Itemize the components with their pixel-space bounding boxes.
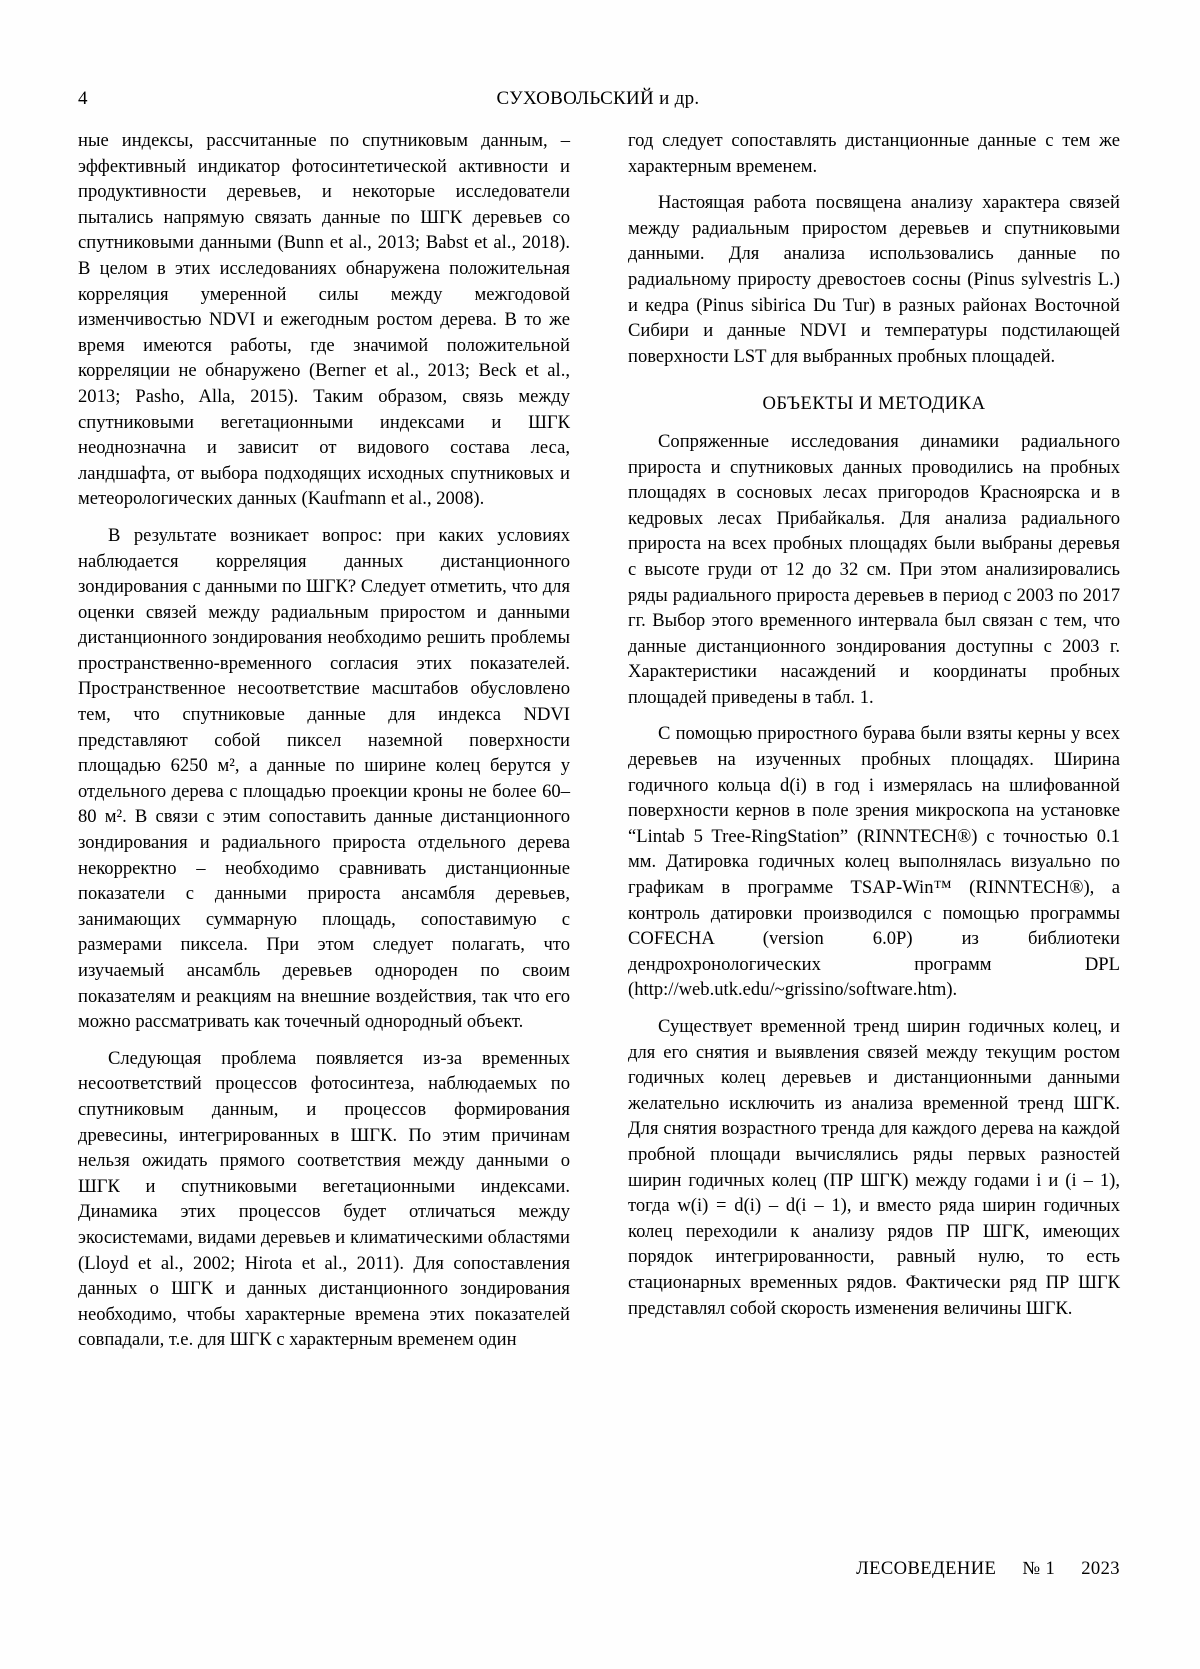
paragraph: ные индексы, рассчитанные по спутниковым данным, – эффективный индикатор фотосинтетической активности и продуктивности деревьев, и некоторые исследователи пытались напрямую связать данные по ШГК деревьев со спутниковыми данными (Bunn et al., 2013; Babst et al., 2018). В целом в этих исследованиях обнаружена положительная корреляция умеренной силы между межгодовой изменчивостью NDVI и ежегодным ростом дерева. В то же время имеются работы, где значимой положительной корреляции не обнаружено (Berner et al., 2013; Beck et al., 2013; Pasho, Alla, 2015). Таким образом, связь между спутниковыми вегетационными индексами и ШГК неоднозначна и зависит от видового состава леса, ландшафта, от выбора подходящих исходных спутниковых и метеорологических данных (Kaufmann et al., 2008). xyxy=(78,130,570,510)
paragraph: В результате возникает вопрос: при каких условиях наблюдается корреляция данных дистанционного зондирования с данными по ШГК? Следует отметить, что для оценки связей между радиальным приростом и данными дистанционного зондирования необходимо решить проблемы пространственно-временного согласия этих показателей. Пространственное несоответствие масштабов обусловлено тем, что спутниковые данные для индекса NDVI представляют собой пиксел наземной поверхности площадью 6250 м², а данные по ширине колец берутся у отдельного дерева с площадью проекции кроны не более 60–80 м². В связи с этим сопоставить данные дистанционного зондирования и радиального прироста отдельного дерева некорректно – необходимо сравнивать дистанционные показатели с данными прироста ансамбля деревьев, занимающих суммарную площадь, сопоставимую с размерами пиксела. При этом следует полагать, что изучаемый ансамбль деревьев однороден по своим показателям и реакциям на внешние воздействия, так что его можно рассматривать как точечный однородный объект. xyxy=(78,524,570,1033)
publication-year: 2023 xyxy=(1081,1558,1120,1579)
page-number: 4 xyxy=(78,88,88,109)
section-heading: ОБЪЕКТЫ И МЕТОДИКА xyxy=(762,393,986,415)
paragraph: Сопряженные исследования динамики радиального прироста и спутниковых данных проводились на пробных площадях в сосновых лесах пригородов Красноярска и в кедровых лесах Прибайкалья. Для анализа радиального прироста на всех пробных площадях были выбраны деревья с высоте груди от 12 до 32 см. При этом анализировались ряды радиального прироста деревьев в период с 2003 по 2017 гг. Выбор этого временного интервала был связан с тем, что данные дистанционного зондирования доступны с 2003 г. Характеристики насаждений и координаты пробных площадей приведены в табл. 1. xyxy=(628,430,1120,708)
page-header xyxy=(78,88,1118,112)
left-column xyxy=(78,128,570,1353)
paragraph: Настоящая работа посвящена анализу характера связей между радиальным приростом деревьев и спутниковыми данными. Для анализа использовались данные по радиальному приросту древостоев сосны (Pinus sylvestris L.) и кедра (Pinus sibirica Du Tur) в разных районах Восточной Сибири и данные NDVI и температуры подстилающей поверхности LST для выбранных пробных площадей. xyxy=(628,192,1120,367)
right-column xyxy=(628,128,1120,1321)
page-footer xyxy=(78,1558,1120,1580)
journal-name: ЛЕСОВЕДЕНИЕ xyxy=(856,1558,997,1579)
issue-number: № 1 xyxy=(1022,1558,1056,1579)
paragraph: С помощью приростного бурава были взяты керны у всех деревьев на изученных пробных площадях. Ширина годичного кольца d(i) в год i измерялась на шлифованной поверхности кернов в поле зрения микроскопа на установке “Lintab 5 Tree-RingStation” (RINNTECH®) с точностью 0.1 мм. Датировка годичных колец выполнялась визуально по графикам в программе TSAP-Win™ (RINNTECH®), а контроль датировки производился с помощью программы COFECHA (version 6.0P) из библиотеки дендрохронологических программ DPL (http://web.utk.edu/~grissino/software.htm). xyxy=(628,723,1120,1001)
paragraph: год следует сопоставлять дистанционные данные с тем же характерным временем. xyxy=(628,130,1120,177)
paragraph: Следующая проблема появляется из-за временных несоответствий процессов фотосинтеза, наблюдаемых по спутниковым данным, и процессов формирования древесины, интегрированных в ШГК. По этим причинам нельзя ожидать прямого соответствия между данными о ШГК и спутниковыми вегетационными индексами. Динамика этих процессов будет отличаться между экосистемами, видами деревьев и климатическими областями (Lloyd et al., 2002; Hirota et al., 2011). Для сопоставления данных о ШГК и данных дистанционного зондирования необходимо, чтобы характерные времена этих показателей совпадали, т.е. для ШГК с характерным временем один xyxy=(78,1047,570,1351)
running-title: СУХОВОЛЬСКИЙ и др. xyxy=(496,88,700,109)
paragraph: Существует временной тренд ширин годичных колец, и для его снятия и выявления связей между текущим ростом годичных колец деревьев и дистанционными данными желательно исключить из анализа временной тренд ШГК. Для снятия возрастного тренда для каждого дерева на каждой пробной площади вычислялись ряды первых разностей ширин годичных колец (ПР ШГК) между годами i и (i – 1), тогда w(i) = d(i) – d(i – 1), и вместо ряда ширин годичных колец переходили к анализу рядов ПР ШГК, имеющих порядок интегрированности, равный нулю, то есть стационарных временных рядов. Фактически ряд ПР ШГК представлял собой скорость изменения величины ШГК. xyxy=(628,1016,1120,1319)
